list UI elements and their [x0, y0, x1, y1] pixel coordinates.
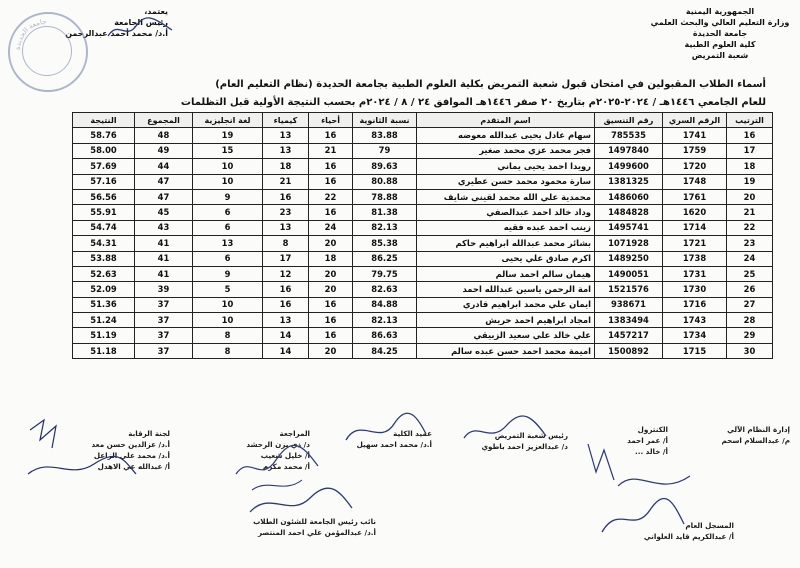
cell-applicant-name: سارة محمود محمد حسن عطيري [417, 174, 595, 189]
cell-applicant-name: زينب احمد عبده فقيه [417, 220, 595, 235]
cell-biology: 16 [309, 205, 353, 220]
signature-name: أ.د/ محمد علي الزاعل [93, 451, 170, 460]
cell-total: 43 [135, 220, 193, 235]
signature-name: أ.د/ عبدالمؤمن علي احمد المنتصر [257, 528, 376, 537]
table-row [73, 328, 773, 343]
cell-english: 10 [193, 174, 263, 189]
cell-applicant-name: فجر محمد عزي محمد صغير [417, 143, 595, 158]
cell-biology: 16 [309, 328, 353, 343]
cell-result: 58.00 [73, 143, 135, 158]
col-total: المجموع [135, 113, 193, 128]
cell-english: 6 [193, 251, 263, 266]
cell-english: 8 [193, 328, 263, 343]
col-chemistry: كيمياء [263, 113, 309, 128]
cell-secondary-percent: 86.25 [353, 251, 417, 266]
cell-coordination-number: 1495741 [595, 220, 663, 235]
signature-name: أ.د/ محمد احمد سهيل [356, 440, 432, 449]
cell-applicant-name: محمدية علي الله محمد لقيني شايف [417, 189, 595, 204]
cell-rank: 16 [727, 128, 773, 143]
approval-line: رئيس الجامعة [114, 18, 168, 27]
signature-title: رئيس شعبة التمريض [494, 431, 568, 440]
signature-title: إدارة النظام الآلي [727, 425, 790, 434]
cell-result: 56.56 [73, 189, 135, 204]
cell-coordination-number: 1457217 [595, 328, 663, 343]
cell-coordination-number: 1381325 [595, 174, 663, 189]
table-row [73, 343, 773, 358]
cell-coordination-number: 1489250 [595, 251, 663, 266]
signature-name: أ/ عبدالله عي الاهدل [97, 462, 170, 471]
table-row [73, 143, 773, 158]
table-row [73, 251, 773, 266]
cell-rank: 25 [727, 266, 773, 281]
cell-secondary-percent: 84.88 [353, 297, 417, 312]
header-line: الجمهورية اليمنية [685, 7, 755, 16]
cell-english: 6 [193, 205, 263, 220]
cell-chemistry: 16 [263, 282, 309, 297]
cell-rank: 27 [727, 297, 773, 312]
cell-applicant-name: ايمان علي محمد ابراهيم قادري [417, 297, 595, 312]
cell-english: 13 [193, 236, 263, 251]
cell-english: 10 [193, 313, 263, 328]
vp-signature-icon [246, 482, 356, 522]
cell-secret-number: 1720 [663, 159, 727, 174]
cell-result: 51.19 [73, 328, 135, 343]
cell-total: 44 [135, 159, 193, 174]
cell-rank: 20 [727, 189, 773, 204]
cell-secondary-percent: 80.88 [353, 174, 417, 189]
signature-title: عميد الكلية [393, 429, 432, 438]
cell-secret-number: 1759 [663, 143, 727, 158]
table-row [73, 128, 773, 143]
cell-chemistry: 13 [263, 313, 309, 328]
page-title: أسماء الطلاب المقبولين في امتحان قبول شعبة التمريض بكلية العلوم الطبية بجامعة الحديدة (نظام التعليم العام) [215, 79, 766, 90]
cell-biology: 16 [309, 128, 353, 143]
institution-header [650, 6, 790, 61]
cell-biology: 20 [309, 266, 353, 281]
cell-secondary-percent: 89.63 [353, 159, 417, 174]
signature-name: أ/ خالد ... [634, 447, 668, 456]
table-row [73, 205, 773, 220]
cell-total: 45 [135, 205, 193, 220]
cell-result: 51.24 [73, 313, 135, 328]
cell-coordination-number: 1484828 [595, 205, 663, 220]
cell-applicant-name: اميمة محمد احمد حسن عبده سالم [417, 343, 595, 358]
table-row [73, 282, 773, 297]
table-row [73, 297, 773, 312]
signature-name: م/ عبدالسلام اسحم [721, 436, 790, 445]
cell-rank: 18 [727, 159, 773, 174]
signature-title: نائب رئيس الجامعة للشئون الطلاب [253, 517, 376, 526]
dean-signature-icon [340, 410, 430, 450]
cell-applicant-name: بشائر محمد عبدالله ابراهيم حاكم [417, 236, 595, 251]
cell-english: 19 [193, 128, 263, 143]
cell-secondary-percent: 81.38 [353, 205, 417, 220]
table-row [73, 159, 773, 174]
col-result: النتيجة [73, 113, 135, 128]
cell-total: 41 [135, 266, 193, 281]
cell-secret-number: 1731 [663, 266, 727, 281]
university-seal [8, 12, 88, 92]
signature-title: المسجل العام [685, 521, 734, 530]
cell-coordination-number: 1499600 [595, 159, 663, 174]
cell-result: 51.36 [73, 297, 135, 312]
cell-result: 54.31 [73, 236, 135, 251]
cell-secondary-percent: 79 [353, 143, 417, 158]
cell-chemistry: 13 [263, 143, 309, 158]
cell-biology: 20 [309, 236, 353, 251]
header-line: كلية العلوم الطبية [684, 40, 756, 49]
col-biology: أحياء [309, 113, 353, 128]
cell-result: 52.09 [73, 282, 135, 297]
cell-total: 39 [135, 282, 193, 297]
cell-secret-number: 1743 [663, 313, 727, 328]
cell-total: 37 [135, 313, 193, 328]
cell-coordination-number: 785535 [595, 128, 663, 143]
cell-coordination-number: 1500892 [595, 343, 663, 358]
table-row [73, 220, 773, 235]
approval-line: أ.د/ محمد أحمد عبدالرحمن [65, 29, 168, 38]
cell-total: 47 [135, 189, 193, 204]
cell-applicant-name: امة الرحمن ياسين عبدالله احمد [417, 282, 595, 297]
table-row [73, 236, 773, 251]
cell-chemistry: 23 [263, 205, 309, 220]
cell-biology: 24 [309, 220, 353, 235]
cell-chemistry: 12 [263, 266, 309, 281]
cell-rank: 21 [727, 205, 773, 220]
cell-chemistry: 13 [263, 220, 309, 235]
cell-result: 57.16 [73, 174, 135, 189]
col-rank: الترتيب [727, 113, 773, 128]
cell-secret-number: 1716 [663, 297, 727, 312]
table-header-row [73, 113, 773, 128]
signature-name: د/ ذي يزن الرحشد [246, 440, 310, 449]
signature-name: أ/ عبدالكريم قايد العلواني [643, 532, 734, 541]
cell-secret-number: 1738 [663, 251, 727, 266]
cell-english: 6 [193, 220, 263, 235]
cell-rank: 24 [727, 251, 773, 266]
table-row [73, 313, 773, 328]
approval-line: يعتمد، [144, 7, 168, 16]
cell-secret-number: 1620 [663, 205, 727, 220]
cell-rank: 29 [727, 328, 773, 343]
cell-applicant-name: اكرم صادق علي يحيى [417, 251, 595, 266]
cell-english: 5 [193, 282, 263, 297]
cell-secondary-percent: 82.13 [353, 313, 417, 328]
col-secret-number: الرقم السري [663, 113, 727, 128]
header-line: شعبة التمريض [691, 51, 749, 60]
cell-english: 8 [193, 343, 263, 358]
results-table [72, 112, 773, 359]
cell-total: 47 [135, 174, 193, 189]
cell-secondary-percent: 82.63 [353, 282, 417, 297]
cell-coordination-number: 1497840 [595, 143, 663, 158]
cell-rank: 17 [727, 143, 773, 158]
cell-secondary-percent: 86.63 [353, 328, 417, 343]
cell-biology: 16 [309, 174, 353, 189]
cell-chemistry: 18 [263, 159, 309, 174]
cell-result: 55.91 [73, 205, 135, 220]
signature-name: أ/ محمد مكرم [262, 462, 310, 471]
cell-applicant-name: سهام عادل يحيى عبدالله معوضه [417, 128, 595, 143]
svg-text:جامعة الحديدة: جامعة الحديدة [13, 17, 47, 51]
handwritten-signatures-icon [20, 416, 140, 496]
cell-biology: 21 [309, 143, 353, 158]
cell-coordination-number: 1071928 [595, 236, 663, 251]
cell-result: 52.63 [73, 266, 135, 281]
cell-secret-number: 1748 [663, 174, 727, 189]
cell-secret-number: 1715 [663, 343, 727, 358]
cell-total: 48 [135, 128, 193, 143]
col-secondary-percent: نسبة الثانوية [353, 113, 417, 128]
cell-applicant-name: رويدا احمد يحيى يماني [417, 159, 595, 174]
signature-title: لجنة الرقابة [128, 429, 170, 438]
table-row [73, 266, 773, 281]
cell-chemistry: 21 [263, 174, 309, 189]
cell-secondary-percent: 82.13 [353, 220, 417, 235]
cell-secret-number: 1721 [663, 236, 727, 251]
cell-rank: 22 [727, 220, 773, 235]
cell-result: 54.74 [73, 220, 135, 235]
signature-name: أ.د/ عزالدين حسن معد [91, 440, 170, 449]
cell-applicant-name: وداد خالد احمد عبدالصفي [417, 205, 595, 220]
table-row [73, 189, 773, 204]
cell-secondary-percent: 83.88 [353, 128, 417, 143]
cell-total: 37 [135, 328, 193, 343]
cell-total: 49 [135, 143, 193, 158]
cell-applicant-name: امجاد ابراهيم احمد حريش [417, 313, 595, 328]
cell-biology: 20 [309, 282, 353, 297]
table-body [73, 128, 773, 359]
registrar-signature-icon [598, 494, 688, 538]
head-signature-icon [460, 410, 550, 450]
cell-result: 51.18 [73, 343, 135, 358]
cell-rank: 28 [727, 313, 773, 328]
cell-biology: 20 [309, 343, 353, 358]
cell-chemistry: 16 [263, 297, 309, 312]
cell-chemistry: 14 [263, 343, 309, 358]
cell-applicant-name: هيمان سالم احمد سالم [417, 266, 595, 281]
col-coordination-number: رقم التنسيق [595, 113, 663, 128]
table-row [73, 174, 773, 189]
cell-secondary-percent: 79.75 [353, 266, 417, 281]
cell-secret-number: 1761 [663, 189, 727, 204]
cell-secondary-percent: 85.38 [353, 236, 417, 251]
signature-title: المراجعة [279, 429, 310, 438]
signature-name: أ/ عمر احمد [627, 436, 668, 445]
header-line: جامعة الحديدة [692, 29, 748, 38]
cell-secret-number: 1734 [663, 328, 727, 343]
signature-title: الكنترول [637, 425, 668, 434]
cell-secondary-percent: 84.25 [353, 343, 417, 358]
cell-total: 41 [135, 236, 193, 251]
cell-rank: 26 [727, 282, 773, 297]
cell-result: 53.88 [73, 251, 135, 266]
cell-coordination-number: 1521576 [595, 282, 663, 297]
cell-chemistry: 16 [263, 189, 309, 204]
cell-coordination-number: 938671 [595, 297, 663, 312]
cell-biology: 22 [309, 189, 353, 204]
cell-biology: 16 [309, 297, 353, 312]
cell-rank: 30 [727, 343, 773, 358]
cell-chemistry: 13 [263, 128, 309, 143]
cell-english: 9 [193, 266, 263, 281]
cell-biology: 18 [309, 251, 353, 266]
cell-secret-number: 1730 [663, 282, 727, 297]
cell-chemistry: 17 [263, 251, 309, 266]
col-english: لغة انجليزية [193, 113, 263, 128]
president-signature-icon [106, 14, 176, 44]
page-subtitle: للعام الجامعي ١٤٤٦هـ / ٢٠٢٤-٢٠٢٥م بتاريخ ٢٠ صفر ١٤٤٦هـ الموافق ٢٤ / ٨ / ٢٠٢٤م بحسب النتيجة الأولية قبل التظلمات [180, 97, 766, 108]
cell-chemistry: 14 [263, 328, 309, 343]
cell-total: 41 [135, 251, 193, 266]
cell-english: 10 [193, 159, 263, 174]
cell-chemistry: 8 [263, 236, 309, 251]
cell-result: 57.69 [73, 159, 135, 174]
cell-applicant-name: علي خالد علي سعيد الزبيقي [417, 328, 595, 343]
cell-rank: 19 [727, 174, 773, 189]
cell-total: 37 [135, 297, 193, 312]
cell-secret-number: 1741 [663, 128, 727, 143]
cell-biology: 16 [309, 159, 353, 174]
cell-biology: 16 [309, 313, 353, 328]
cell-english: 10 [193, 297, 263, 312]
cell-secret-number: 1714 [663, 220, 727, 235]
cell-rank: 23 [727, 236, 773, 251]
signature-name: د/ عبدالعزيز احمد باطوي [481, 442, 568, 451]
cell-english: 9 [193, 189, 263, 204]
cell-total: 37 [135, 343, 193, 358]
header-line: وزارة التعليم العالي والبحث العلمي [650, 18, 790, 27]
cell-english: 15 [193, 143, 263, 158]
seal-text-icon [8, 12, 84, 88]
cell-coordination-number: 1490051 [595, 266, 663, 281]
cell-coordination-number: 1383494 [595, 313, 663, 328]
col-applicant-name: اسم المتقدم [417, 113, 595, 128]
cell-secondary-percent: 78.88 [353, 189, 417, 204]
cell-result: 58.76 [73, 128, 135, 143]
cell-coordination-number: 1486060 [595, 189, 663, 204]
signature-name: أ/ خليل شعيب [260, 451, 310, 460]
